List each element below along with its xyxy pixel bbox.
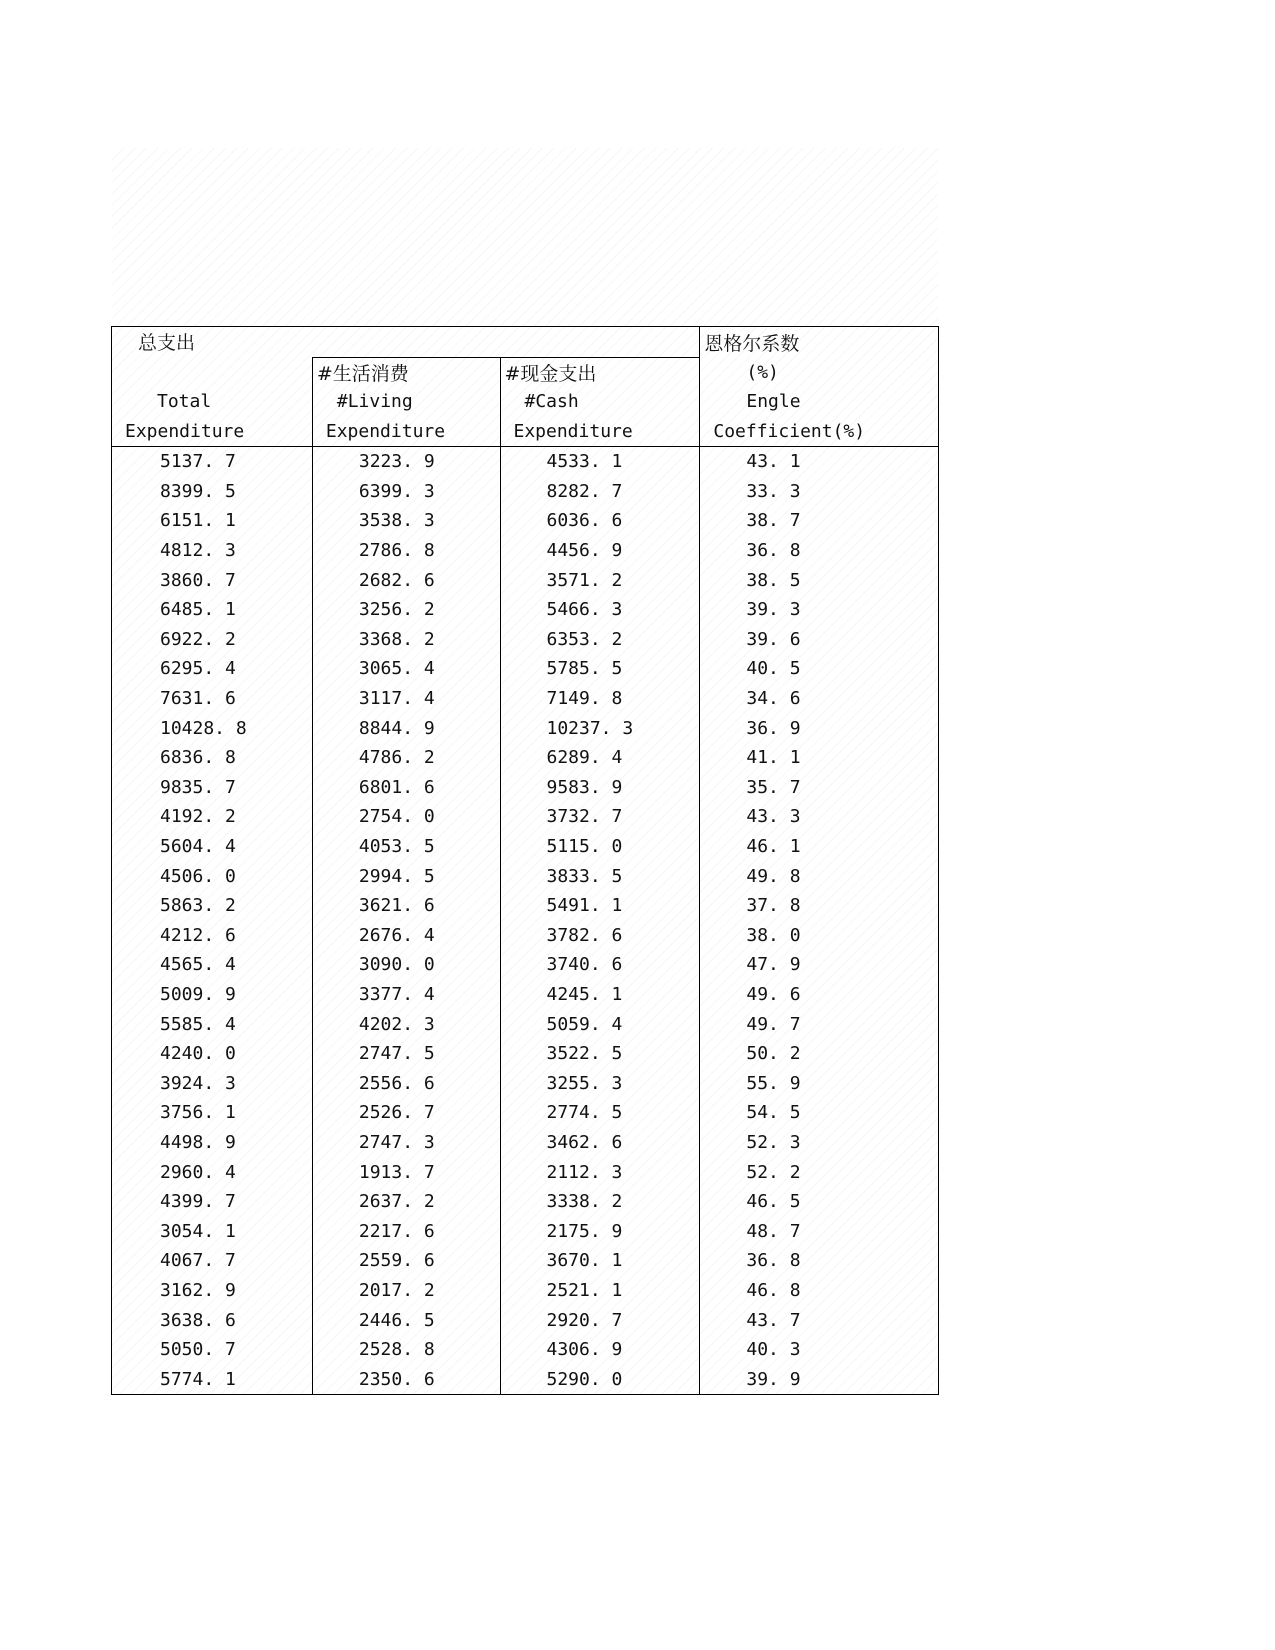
living-expenditure-cell: 3223. 9 [312, 447, 500, 477]
living-expenditure-cell: 2526. 7 [312, 1098, 500, 1128]
total-expenditure-cell: 5604. 4 [112, 832, 313, 862]
cash-expenditure-cell: 6289. 4 [500, 743, 700, 773]
engel-coefficient-cell: 39. 9 [700, 1364, 939, 1394]
cash-expenditure-cell: 3740. 6 [500, 950, 700, 980]
header-engel-en: Engle [700, 387, 939, 417]
header-total-en: Total [112, 387, 313, 417]
total-expenditure-cell: 6485. 1 [112, 595, 313, 625]
engel-coefficient-cell: 43. 1 [700, 447, 939, 477]
engel-coefficient-cell: 37. 8 [700, 891, 939, 921]
table-row [112, 832, 939, 862]
total-expenditure-cell: 2960. 4 [112, 1157, 313, 1187]
table-row [112, 891, 939, 921]
living-expenditure-cell: 3368. 2 [312, 625, 500, 655]
total-expenditure-cell: 10428. 8 [112, 713, 313, 743]
table-row [112, 1098, 939, 1128]
total-expenditure-cell: 3054. 1 [112, 1216, 313, 1246]
total-expenditure-cell: 5774. 1 [112, 1364, 313, 1394]
cash-expenditure-cell: 2521. 1 [500, 1276, 700, 1306]
cash-expenditure-cell: 7149. 8 [500, 684, 700, 714]
header-engel-pct: (%) [700, 357, 939, 387]
engel-coefficient-cell: 46. 8 [700, 1276, 939, 1306]
cash-expenditure-cell: 5115. 0 [500, 832, 700, 862]
engel-coefficient-cell: 52. 3 [700, 1128, 939, 1158]
header-total-en2: Expenditure [112, 417, 313, 447]
engel-coefficient-cell: 49. 6 [700, 980, 939, 1010]
living-expenditure-cell: 6801. 6 [312, 773, 500, 803]
engel-coefficient-cell: 39. 3 [700, 595, 939, 625]
engel-coefficient-cell: 43. 3 [700, 802, 939, 832]
cash-expenditure-cell: 3571. 2 [500, 565, 700, 595]
total-expenditure-cell: 5050. 7 [112, 1335, 313, 1365]
cash-expenditure-cell: 3255. 3 [500, 1068, 700, 1098]
total-expenditure-cell: 4565. 4 [112, 950, 313, 980]
table-row [112, 802, 939, 832]
table-row [112, 625, 939, 655]
total-expenditure-cell: 3638. 6 [112, 1305, 313, 1335]
header-cash-en: #Cash [500, 387, 700, 417]
living-expenditure-cell: 4786. 2 [312, 743, 500, 773]
table-row [112, 1157, 939, 1187]
table-row [112, 1276, 939, 1306]
engel-coefficient-cell: 50. 2 [700, 1039, 939, 1069]
total-expenditure-cell: 3756. 1 [112, 1098, 313, 1128]
engel-coefficient-cell: 46. 1 [700, 832, 939, 862]
table-row [112, 1009, 939, 1039]
total-expenditure-cell: 6295. 4 [112, 654, 313, 684]
living-expenditure-cell: 3090. 0 [312, 950, 500, 980]
living-expenditure-cell: 6399. 3 [312, 477, 500, 507]
living-expenditure-cell: 3117. 4 [312, 684, 500, 714]
engel-coefficient-cell: 40. 3 [700, 1335, 939, 1365]
living-expenditure-cell: 3256. 2 [312, 595, 500, 625]
header-row-sub [112, 357, 939, 387]
table-row [112, 773, 939, 803]
table-row [112, 1039, 939, 1069]
engel-coefficient-cell: 52. 2 [700, 1157, 939, 1187]
living-expenditure-cell: 3065. 4 [312, 654, 500, 684]
living-expenditure-cell: 2528. 8 [312, 1335, 500, 1365]
engel-coefficient-cell: 38. 0 [700, 921, 939, 951]
table-row [112, 477, 939, 507]
living-expenditure-cell: 2217. 6 [312, 1216, 500, 1246]
header-row-en2 [112, 417, 939, 447]
total-expenditure-cell: 3860. 7 [112, 565, 313, 595]
living-expenditure-cell: 4053. 5 [312, 832, 500, 862]
living-expenditure-cell: 2994. 5 [312, 861, 500, 891]
cash-expenditure-cell: 3782. 6 [500, 921, 700, 951]
header-living-cn: #生活消费 [312, 357, 500, 387]
header-cash-cn: #现金支出 [500, 357, 700, 387]
engel-coefficient-cell: 46. 5 [700, 1187, 939, 1217]
header-living-en: #Living [312, 387, 500, 417]
living-expenditure-cell: 8844. 9 [312, 713, 500, 743]
engel-coefficient-cell: 49. 7 [700, 1009, 939, 1039]
cash-expenditure-cell: 4245. 1 [500, 980, 700, 1010]
table-row [112, 1246, 939, 1276]
total-expenditure-cell: 4812. 3 [112, 536, 313, 566]
header-engel-en2: Coefficient(%) [700, 417, 939, 447]
total-expenditure-cell: 9835. 7 [112, 773, 313, 803]
table-row [112, 861, 939, 891]
living-expenditure-cell: 2747. 3 [312, 1128, 500, 1158]
table-row [112, 684, 939, 714]
living-expenditure-cell: 2637. 2 [312, 1187, 500, 1217]
engel-coefficient-cell: 48. 7 [700, 1216, 939, 1246]
cash-expenditure-cell: 3462. 6 [500, 1128, 700, 1158]
header-blank-cell [112, 357, 313, 387]
cash-expenditure-cell: 3338. 2 [500, 1187, 700, 1217]
cash-expenditure-cell: 5059. 4 [500, 1009, 700, 1039]
engel-coefficient-cell: 41. 1 [700, 743, 939, 773]
cash-expenditure-cell: 2774. 5 [500, 1098, 700, 1128]
cash-expenditure-cell: 2175. 9 [500, 1216, 700, 1246]
living-expenditure-cell: 2786. 8 [312, 536, 500, 566]
header-background [112, 148, 938, 326]
expenditure-table [111, 326, 939, 1395]
cash-expenditure-cell: 3732. 7 [500, 802, 700, 832]
table-row [112, 536, 939, 566]
engel-coefficient-cell: 47. 9 [700, 950, 939, 980]
engel-coefficient-cell: 34. 6 [700, 684, 939, 714]
engel-coefficient-cell: 49. 8 [700, 861, 939, 891]
table-row [112, 447, 939, 477]
table-row [112, 980, 939, 1010]
cash-expenditure-cell: 5491. 1 [500, 891, 700, 921]
table-row [112, 1128, 939, 1158]
cash-expenditure-cell: 5290. 0 [500, 1364, 700, 1394]
living-expenditure-cell: 2682. 6 [312, 565, 500, 595]
living-expenditure-cell: 2754. 0 [312, 802, 500, 832]
header-cash-en2: Expenditure [500, 417, 700, 447]
table-row [112, 1305, 939, 1335]
total-expenditure-cell: 6922. 2 [112, 625, 313, 655]
table-row [112, 1364, 939, 1394]
engel-coefficient-cell: 54. 5 [700, 1098, 939, 1128]
table-row [112, 654, 939, 684]
table-row [112, 1335, 939, 1365]
total-expenditure-cell: 6151. 1 [112, 506, 313, 536]
total-expenditure-cell: 4240. 0 [112, 1039, 313, 1069]
engel-coefficient-cell: 39. 6 [700, 625, 939, 655]
table-row [112, 506, 939, 536]
living-expenditure-cell: 2676. 4 [312, 921, 500, 951]
total-expenditure-cell: 4498. 9 [112, 1128, 313, 1158]
cash-expenditure-cell: 2920. 7 [500, 1305, 700, 1335]
header-living-en2: Expenditure [312, 417, 500, 447]
header-engel-cn: 恩格尔系数 [700, 327, 939, 358]
total-expenditure-cell: 4506. 0 [112, 861, 313, 891]
cash-expenditure-cell: 4533. 1 [500, 447, 700, 477]
engel-coefficient-cell: 40. 5 [700, 654, 939, 684]
engel-coefficient-cell: 38. 7 [700, 506, 939, 536]
living-expenditure-cell: 1913. 7 [312, 1157, 500, 1187]
living-expenditure-cell: 2747. 5 [312, 1039, 500, 1069]
table-row [112, 921, 939, 951]
cash-expenditure-cell: 5785. 5 [500, 654, 700, 684]
living-expenditure-cell: 4202. 3 [312, 1009, 500, 1039]
living-expenditure-cell: 3538. 3 [312, 506, 500, 536]
header-row-en1 [112, 387, 939, 417]
living-expenditure-cell: 2446. 5 [312, 1305, 500, 1335]
total-expenditure-cell: 4192. 2 [112, 802, 313, 832]
total-expenditure-cell: 7631. 6 [112, 684, 313, 714]
total-expenditure-cell: 4067. 7 [112, 1246, 313, 1276]
engel-coefficient-cell: 35. 7 [700, 773, 939, 803]
cash-expenditure-cell: 9583. 9 [500, 773, 700, 803]
living-expenditure-cell: 2350. 6 [312, 1364, 500, 1394]
total-expenditure-cell: 5137. 7 [112, 447, 313, 477]
living-expenditure-cell: 2559. 6 [312, 1246, 500, 1276]
cash-expenditure-cell: 3670. 1 [500, 1246, 700, 1276]
engel-coefficient-cell: 43. 7 [700, 1305, 939, 1335]
engel-coefficient-cell: 36. 8 [700, 536, 939, 566]
table-row [112, 950, 939, 980]
cash-expenditure-cell: 5466. 3 [500, 595, 700, 625]
total-expenditure-cell: 5863. 2 [112, 891, 313, 921]
engel-coefficient-cell: 36. 9 [700, 713, 939, 743]
total-expenditure-cell: 3162. 9 [112, 1276, 313, 1306]
header-row-chinese [112, 327, 939, 358]
table-row [112, 743, 939, 773]
cash-expenditure-cell: 3833. 5 [500, 861, 700, 891]
table-row [112, 713, 939, 743]
living-expenditure-cell: 3377. 4 [312, 980, 500, 1010]
cash-expenditure-cell: 6353. 2 [500, 625, 700, 655]
cash-expenditure-cell: 4306. 9 [500, 1335, 700, 1365]
table-row [112, 1187, 939, 1217]
engel-coefficient-cell: 36. 8 [700, 1246, 939, 1276]
cash-expenditure-cell: 2112. 3 [500, 1157, 700, 1187]
total-expenditure-cell: 6836. 8 [112, 743, 313, 773]
table-row [112, 565, 939, 595]
engel-coefficient-cell: 33. 3 [700, 477, 939, 507]
cash-expenditure-cell: 8282. 7 [500, 477, 700, 507]
table-row [112, 1216, 939, 1246]
engel-coefficient-cell: 38. 5 [700, 565, 939, 595]
total-expenditure-cell: 4399. 7 [112, 1187, 313, 1217]
cash-expenditure-cell: 10237. 3 [500, 713, 700, 743]
cash-expenditure-cell: 3522. 5 [500, 1039, 700, 1069]
living-expenditure-cell: 2556. 6 [312, 1068, 500, 1098]
total-expenditure-cell: 5009. 9 [112, 980, 313, 1010]
cash-expenditure-cell: 6036. 6 [500, 506, 700, 536]
living-expenditure-cell: 3621. 6 [312, 891, 500, 921]
total-expenditure-cell: 3924. 3 [112, 1068, 313, 1098]
table-row [112, 595, 939, 625]
header-total-cn: 总支出 [112, 327, 700, 358]
table-row [112, 1068, 939, 1098]
total-expenditure-cell: 4212. 6 [112, 921, 313, 951]
total-expenditure-cell: 5585. 4 [112, 1009, 313, 1039]
living-expenditure-cell: 2017. 2 [312, 1276, 500, 1306]
cash-expenditure-cell: 4456. 9 [500, 536, 700, 566]
engel-coefficient-cell: 55. 9 [700, 1068, 939, 1098]
total-expenditure-cell: 8399. 5 [112, 477, 313, 507]
